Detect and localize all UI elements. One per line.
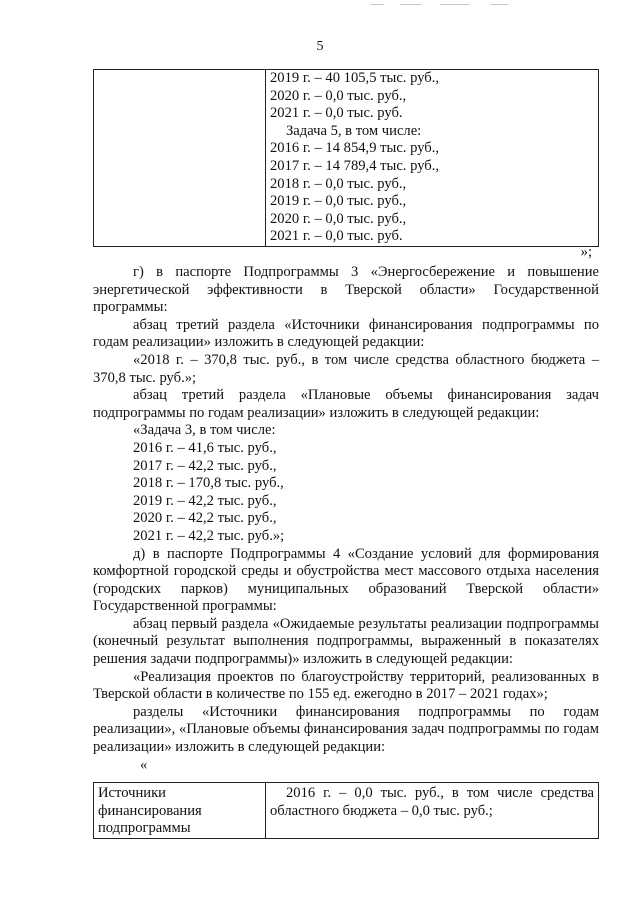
financing-value-line: областного бюджета – 0,0 тыс. руб.; xyxy=(270,802,493,819)
financing-value-line: 2016 г. – 0,0 тыс. руб., в том числе средства xyxy=(286,785,594,801)
list-item: 2016 г. – 41,6 тыс. руб., xyxy=(133,439,277,456)
list-item: 2020 г. – 42,2 тыс. руб., xyxy=(133,510,277,527)
table-right-cell xyxy=(266,70,599,247)
list-item: 2019 г. – 42,2 тыс. руб., xyxy=(133,492,277,509)
page-number: 5 xyxy=(316,39,324,54)
list-item: 2018 г. – 170,8 тыс. руб., xyxy=(133,475,284,492)
continued-table xyxy=(93,69,599,247)
table-line: 2021 г. – 0,0 тыс. руб. xyxy=(270,228,403,245)
financing-value-cell xyxy=(266,783,599,839)
scan-specks xyxy=(370,4,530,7)
financing-table xyxy=(93,782,599,839)
table-line: 2021 г. – 0,0 тыс. руб. xyxy=(270,105,403,122)
opening-quote: « xyxy=(140,756,148,773)
section-d-quote1: «Реализация проектов по благоустройству территорий, реализованных в Тверской области в количестве по 155 ед. ежегодно в 2017 – 2021 годах»; xyxy=(93,668,599,703)
financing-label-line: подпрограммы xyxy=(98,820,191,837)
table-line: 2018 г. – 0,0 тыс. руб., xyxy=(270,175,407,192)
table-line: 2019 г. – 0,0 тыс. руб., xyxy=(270,193,407,210)
list-item: 2021 г. – 42,2 тыс. руб.»; xyxy=(133,527,285,544)
table-left-cell xyxy=(94,70,266,247)
section-g-intro: г) в паспорте Подпрограммы 3 «Энергосбережение и повышение энергетической эффективности в Тверской области» Государственной программы: xyxy=(93,264,599,316)
section-g-para2: абзац третий раздела «Плановые объемы финансирования задач подпрограммы по годам реализации» изложить в следующей редакции: xyxy=(93,387,599,421)
section-d-para2: разделы «Источники финансирования подпрограммы по годам реализации», «Плановые объемы финансирования задач подпрограммы по годам реализации» изложить в следующей редакции: xyxy=(93,703,599,756)
table-line: 2016 г. – 14 854,9 тыс. руб., xyxy=(270,140,440,157)
financing-label-cell xyxy=(94,783,266,839)
section-g xyxy=(93,264,599,774)
table-line-heading: Задача 5, в том числе: xyxy=(286,122,422,139)
table-line: 2020 г. – 0,0 тыс. руб., xyxy=(270,87,407,104)
section-g-para1: абзац третий раздела «Источники финансирования подпрограммы по годам реализации» изложить в следующей редакции: xyxy=(93,316,599,351)
table-line: 2020 г. – 0,0 тыс. руб., xyxy=(270,210,407,227)
financing-label-line: финансирования xyxy=(98,802,202,819)
list-item: «Задача 3, в том числе: xyxy=(133,422,276,439)
section-d-para1: абзац первый раздела «Ожидаемые результаты реализации подпрограммы (конечный результат выполнения подпрограммы, выраженный в показателях решения задачи подпрограммы)» изложить в следующей редакции: xyxy=(93,615,599,668)
table-line: 2019 г. – 40 105,5 тыс. руб., xyxy=(270,70,440,86)
section-d-intro: д) в паспорте Подпрограммы 4 «Создание условий для формирования комфортной городской среды и обустройства мест массового отдыха населения (городских парков) муниципальных образований Тверской области» Государственной программы: xyxy=(93,545,599,615)
closing-quote: »; xyxy=(580,244,592,260)
section-g-quote1: «2018 г. – 370,8 тыс. руб., в том числе средства областного бюджета – 370,8 тыс. руб.»; xyxy=(93,351,599,386)
table-line: 2017 г. – 14 789,4 тыс. руб., xyxy=(270,157,440,174)
financing-label-line: Источники xyxy=(98,785,166,801)
list-item: 2017 г. – 42,2 тыс. руб., xyxy=(133,457,277,474)
